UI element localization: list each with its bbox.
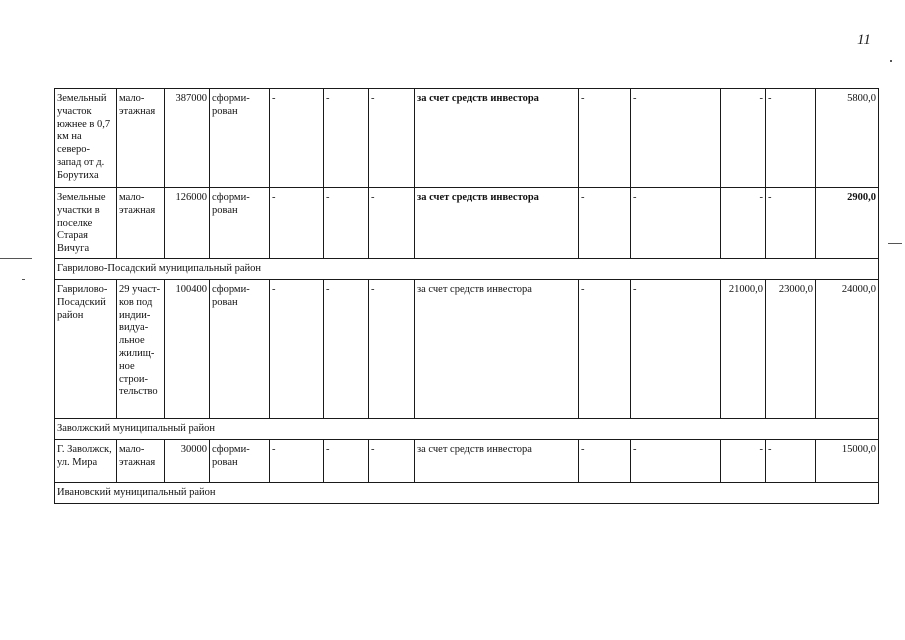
- status-cell: сформи-рован: [210, 89, 270, 188]
- cell: -: [270, 440, 324, 483]
- area-cell: 126000: [165, 188, 210, 259]
- plot-name-cell: Земельный участок южнее в 0,7 км на северо-запад от д. Борутиха: [55, 89, 117, 188]
- cell: -: [766, 89, 816, 188]
- status-cell: сформи-рован: [210, 280, 270, 419]
- cell: -: [369, 188, 415, 259]
- cell: -: [369, 440, 415, 483]
- cell: -: [631, 89, 721, 188]
- cell: 21000,0: [721, 280, 766, 419]
- cell: -: [270, 188, 324, 259]
- table-row: [55, 188, 879, 259]
- section-row: [55, 483, 879, 504]
- cell: -: [270, 280, 324, 419]
- cell: -: [631, 188, 721, 259]
- value-cell: 5800,0: [816, 89, 879, 188]
- cell: -: [631, 440, 721, 483]
- land-plots-table: [54, 88, 879, 504]
- cell: -: [579, 440, 631, 483]
- cell: -: [721, 89, 766, 188]
- cell: 23000,0: [766, 280, 816, 419]
- category-cell: 29 участ-ков под индии-видуа-льное жилищ-ное строи-тельство: [117, 280, 165, 419]
- cell: -: [579, 89, 631, 188]
- financing-cell: за счет средств инвестора: [415, 188, 579, 259]
- cell: -: [766, 188, 816, 259]
- value-cell: 2900,0: [816, 188, 879, 259]
- cell: -: [369, 89, 415, 188]
- value-cell: 24000,0: [816, 280, 879, 419]
- cell: -: [721, 188, 766, 259]
- page-number: 11: [857, 32, 871, 48]
- cell: -: [324, 89, 369, 188]
- category-cell: мало-этажная: [117, 188, 165, 259]
- cell: -: [766, 440, 816, 483]
- cell: -: [579, 188, 631, 259]
- category-cell: мало-этажная: [117, 89, 165, 188]
- category-cell: мало-этажная: [117, 440, 165, 483]
- district-heading: Заволжский муниципальный район: [55, 419, 879, 440]
- value-cell: 15000,0: [816, 440, 879, 483]
- area-cell: 387000: [165, 89, 210, 188]
- cell: -: [270, 89, 324, 188]
- status-cell: сформи-рован: [210, 188, 270, 259]
- cell: -: [631, 280, 721, 419]
- district-heading: Ивановский муниципальный район: [55, 483, 879, 504]
- status-cell: сформи-рован: [210, 440, 270, 483]
- cell: -: [324, 440, 369, 483]
- financing-cell: за счет средств инвестора: [415, 440, 579, 483]
- scan-mark: [22, 279, 25, 280]
- area-cell: 30000: [165, 440, 210, 483]
- financing-cell: за счет средств инвестора: [415, 280, 579, 419]
- area-cell: 100400: [165, 280, 210, 419]
- scan-mark: [0, 258, 32, 259]
- table-row: [55, 280, 879, 419]
- district-heading: Гаврилово-Посадский муниципальный район: [55, 259, 879, 280]
- table-row: [55, 89, 879, 188]
- cell: -: [579, 280, 631, 419]
- plot-name-cell: Г. Заволжск, ул. Мира: [55, 440, 117, 483]
- cell: -: [369, 280, 415, 419]
- section-row: [55, 259, 879, 280]
- financing-cell: за счет средств инвестора: [415, 89, 579, 188]
- section-row: [55, 419, 879, 440]
- scan-mark: [890, 60, 892, 62]
- plot-name-cell: Гаврилово-Посадский район: [55, 280, 117, 419]
- table-row: [55, 440, 879, 483]
- cell: -: [324, 280, 369, 419]
- scan-mark: [888, 243, 902, 244]
- cell: -: [324, 188, 369, 259]
- plot-name-cell: Земельные участки в поселке Старая Вичуга: [55, 188, 117, 259]
- cell: -: [721, 440, 766, 483]
